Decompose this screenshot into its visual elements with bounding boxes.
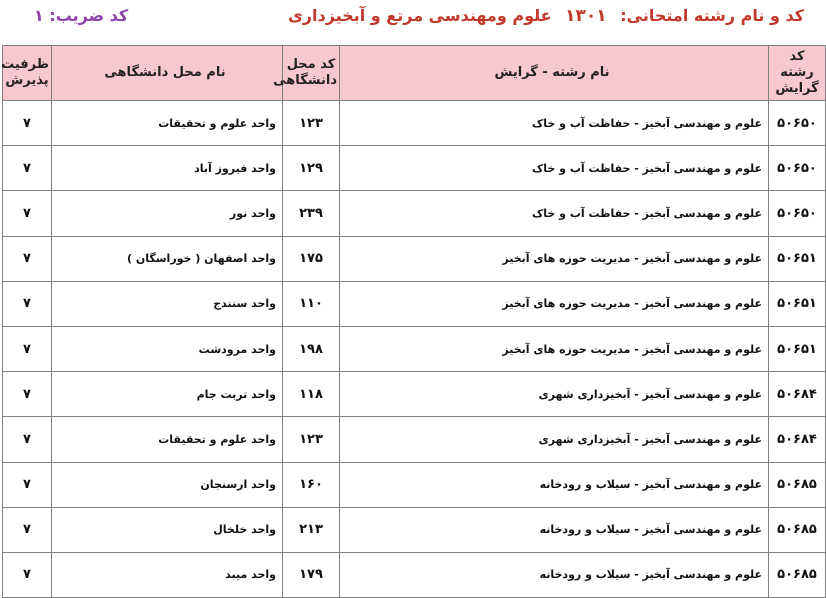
cell-unit-code: ۱۲۳ xyxy=(283,417,340,462)
cell-field-name: علوم و مهندسی آبخیز - سیلاب و رودخانه xyxy=(340,507,769,552)
cell-unit-name: واحد مرودشت xyxy=(52,326,283,371)
cell-unit-name: واحد فیروز آباد xyxy=(52,146,283,191)
cell-unit-name: واحد علوم و تحقیقات xyxy=(52,101,283,146)
cell-unit-code: ۱۹۸ xyxy=(283,326,340,371)
cell-unit-code: ۱۱۸ xyxy=(283,372,340,417)
cell-field-code: ۵۰۶۵۱ xyxy=(769,236,826,281)
cell-unit-name: واحد نور xyxy=(52,191,283,236)
cell-field-code: ۵۰۶۸۴ xyxy=(769,417,826,462)
cell-field-name: علوم و مهندسی آبخیز - مدیریت حوزه های آبخیز xyxy=(340,326,769,371)
cell-field-code: ۵۰۶۸۴ xyxy=(769,372,826,417)
table-row xyxy=(3,101,826,146)
cell-unit-name: واحد خلخال xyxy=(52,507,283,552)
cell-field-name: علوم و مهندسی آبخیز - آبخیزداری شهری xyxy=(340,417,769,462)
table-header-row xyxy=(3,46,826,101)
table-row xyxy=(3,372,826,417)
cell-field-code: ۵۰۶۸۵ xyxy=(769,462,826,507)
table-row xyxy=(3,507,826,552)
cell-field-name: علوم و مهندسی آبخیز - مدیریت حوزه های آبخیز xyxy=(340,236,769,281)
cell-unit-code: ۱۷۹ xyxy=(283,552,340,597)
cell-unit-code: ۱۱۰ xyxy=(283,281,340,326)
cell-capacity: ۷ xyxy=(3,372,52,417)
exam-title-prefix: کد و نام رشته امتحانی: xyxy=(620,6,804,25)
cell-field-code: ۵۰۶۵۱ xyxy=(769,326,826,371)
header-unit-name: نام محل دانشگاهی xyxy=(52,46,283,101)
table-row xyxy=(3,281,826,326)
exam-code: ۱۳۰۱ xyxy=(565,6,607,26)
coefficient-code: کد ضریب: ۱ xyxy=(34,6,129,25)
table-row xyxy=(3,462,826,507)
table-row xyxy=(3,552,826,597)
cell-unit-name: واحد سنندج xyxy=(52,281,283,326)
cell-field-code: ۵۰۶۵۰ xyxy=(769,101,826,146)
cell-unit-code: ۲۱۳ xyxy=(283,507,340,552)
cell-field-name: علوم و مهندسی آبخیز - حفاظت آب و خاک xyxy=(340,146,769,191)
cell-field-name: علوم و مهندسی آبخیز - سیلاب و رودخانه xyxy=(340,462,769,507)
header-capacity: ظرفیت پذیرش xyxy=(3,46,52,101)
header-field-name: نام رشته - گرایش xyxy=(340,46,769,101)
cell-capacity: ۷ xyxy=(3,552,52,597)
cell-capacity: ۷ xyxy=(3,191,52,236)
table-row xyxy=(3,236,826,281)
exam-title xyxy=(288,6,804,26)
admission-table xyxy=(2,45,826,598)
cell-field-code: ۵۰۶۸۵ xyxy=(769,507,826,552)
cell-capacity: ۷ xyxy=(3,417,52,462)
table-row xyxy=(3,191,826,236)
cell-unit-name: واحد میبد xyxy=(52,552,283,597)
table-row xyxy=(3,417,826,462)
header-unit-code: کد محل دانشگاهی xyxy=(283,46,340,101)
cell-capacity: ۷ xyxy=(3,462,52,507)
cell-unit-name: واحد علوم و تحقیقات xyxy=(52,417,283,462)
cell-capacity: ۷ xyxy=(3,507,52,552)
cell-field-name: علوم و مهندسی آبخیز - آبخیزداری شهری xyxy=(340,372,769,417)
cell-capacity: ۷ xyxy=(3,326,52,371)
cell-field-name: علوم و مهندسی آبخیز - حفاظت آب و خاک xyxy=(340,191,769,236)
cell-unit-name: واحد ارسنجان xyxy=(52,462,283,507)
cell-field-name: علوم و مهندسی آبخیز - مدیریت حوزه های آبخیز xyxy=(340,281,769,326)
cell-field-name: علوم و مهندسی آبخیز - حفاظت آب و خاک xyxy=(340,101,769,146)
cell-unit-name: واحد تربت جام xyxy=(52,372,283,417)
cell-unit-code: ۲۳۹ xyxy=(283,191,340,236)
cell-field-code: ۵۰۶۵۱ xyxy=(769,281,826,326)
cell-unit-code: ۱۲۹ xyxy=(283,146,340,191)
cell-field-code: ۵۰۶۵۰ xyxy=(769,191,826,236)
cell-field-code: ۵۰۶۸۵ xyxy=(769,552,826,597)
cell-field-code: ۵۰۶۵۰ xyxy=(769,146,826,191)
page-header xyxy=(0,0,812,40)
cell-capacity: ۷ xyxy=(3,146,52,191)
cell-capacity: ۷ xyxy=(3,236,52,281)
cell-field-name: علوم و مهندسی آبخیز - سیلاب و رودخانه xyxy=(340,552,769,597)
cell-unit-name: واحد اصفهان ( خوراسگان ) xyxy=(52,236,283,281)
cell-capacity: ۷ xyxy=(3,281,52,326)
table-row xyxy=(3,326,826,371)
cell-capacity: ۷ xyxy=(3,101,52,146)
cell-unit-code: ۱۲۳ xyxy=(283,101,340,146)
cell-unit-code: ۱۶۰ xyxy=(283,462,340,507)
exam-name: علوم ومهندسی مرتع و آبخیزداری xyxy=(288,6,552,25)
table-row xyxy=(3,146,826,191)
cell-unit-code: ۱۷۵ xyxy=(283,236,340,281)
header-field-code: کد رشته گرایش xyxy=(769,46,826,101)
